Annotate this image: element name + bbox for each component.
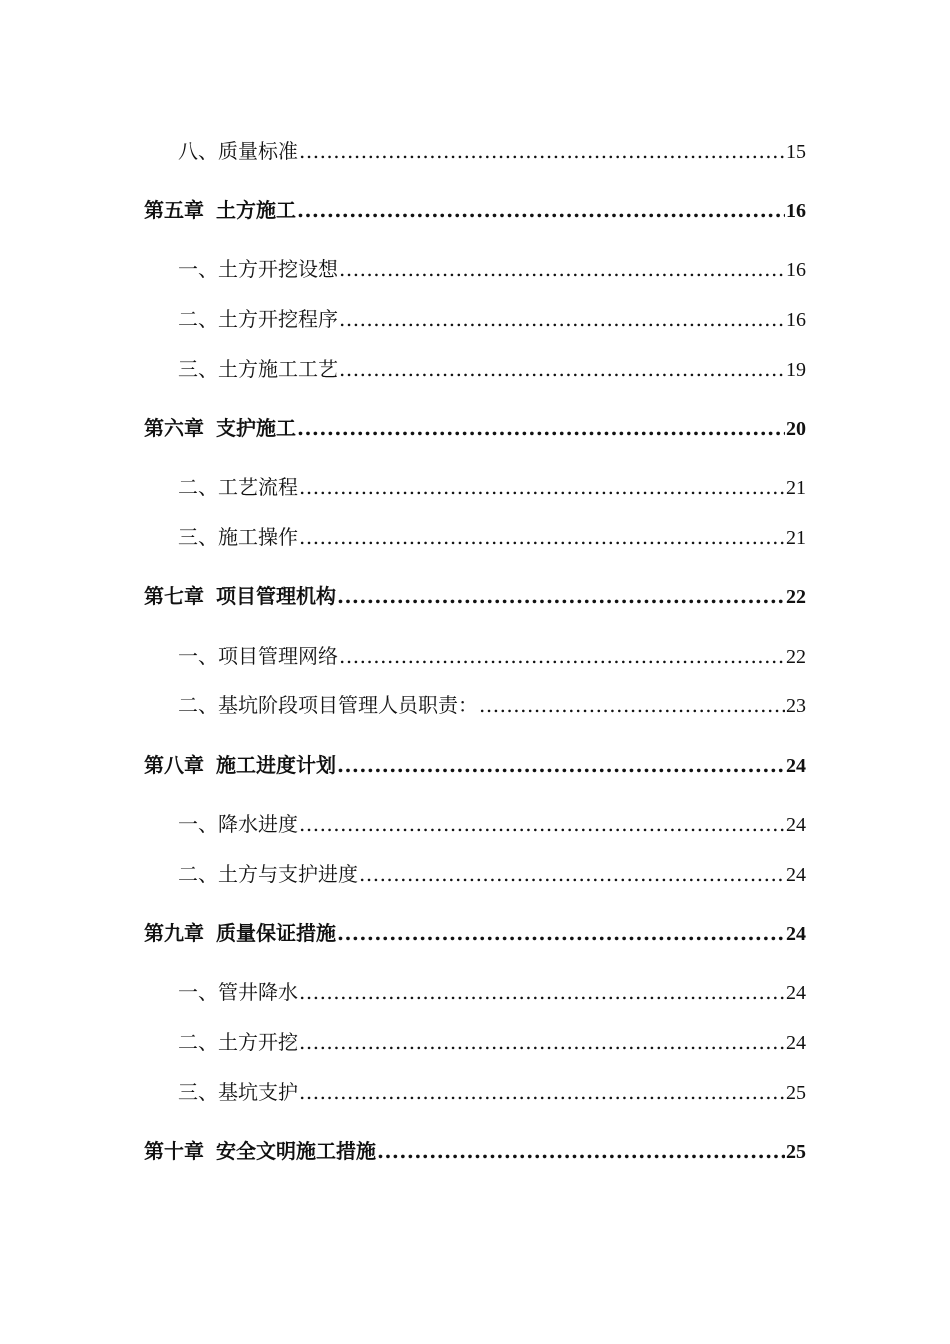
dot-leader (339, 256, 785, 282)
toc-entry-title: 降水进度 (218, 812, 298, 836)
toc-entry-number: 三、 (178, 525, 218, 549)
toc-entry-title: 管井降水 (218, 980, 298, 1004)
toc-chapter-title: 项目管理机构 (216, 584, 336, 608)
toc-entry-number: 二、 (178, 475, 218, 499)
toc-entry-title: 土方开挖 (218, 1030, 298, 1054)
toc-chapter-number: 第五章 (144, 198, 204, 222)
dot-leader (377, 1138, 785, 1164)
toc-entry-page: 21 (786, 477, 806, 499)
dot-leader (299, 474, 785, 500)
toc-chapter[interactable] (144, 197, 806, 224)
toc-entry[interactable] (178, 138, 806, 165)
toc-chapter-number: 第七章 (144, 584, 204, 608)
toc-entry-page: 22 (786, 646, 806, 668)
dot-leader (299, 524, 785, 550)
toc-entry-number: 二、 (178, 1030, 218, 1054)
toc-entry[interactable] (178, 861, 806, 888)
toc-entry-number: 一、 (178, 257, 218, 281)
toc-entry-number: 二、 (178, 862, 218, 886)
toc-entry-page: 24 (786, 814, 806, 836)
toc-chapter-title: 土方施工 (216, 198, 296, 222)
toc-entry-page: 23 (786, 695, 806, 717)
dot-leader (299, 811, 785, 837)
toc-entry-title: 土方与支护进度 (218, 862, 358, 886)
toc-chapter-page: 22 (786, 586, 806, 608)
toc-entry[interactable] (178, 1029, 806, 1056)
toc-entry[interactable] (178, 524, 806, 551)
toc-chapter-title: 施工进度计划 (216, 753, 336, 777)
toc-chapter-page: 20 (786, 418, 806, 440)
toc-chapter-title: 安全文明施工措施 (216, 1139, 376, 1163)
toc-entry-title: 基坑阶段项目管理人员职责： (218, 693, 478, 717)
toc-entry[interactable] (178, 356, 806, 383)
toc-entry[interactable] (178, 256, 806, 283)
toc-chapter-title: 支护施工 (216, 416, 296, 440)
dot-leader (337, 920, 785, 946)
toc-entry-page: 16 (786, 309, 806, 331)
toc-entry[interactable] (178, 643, 806, 670)
toc-entry[interactable] (178, 1079, 806, 1106)
toc-entry-title: 质量标准 (218, 139, 298, 163)
toc-entry-page: 15 (786, 141, 806, 163)
dot-leader (297, 415, 785, 441)
toc-chapter-number: 第九章 (144, 921, 204, 945)
toc-entry[interactable] (178, 306, 806, 333)
dot-leader (479, 692, 785, 718)
toc-chapter-page: 24 (786, 755, 806, 777)
dot-leader (359, 861, 785, 887)
toc-entry-page: 21 (786, 527, 806, 549)
toc-entry[interactable] (178, 692, 806, 719)
dot-leader (297, 197, 785, 223)
toc-entry[interactable] (178, 979, 806, 1006)
dot-leader (339, 306, 785, 332)
toc-entry-number: 八、 (178, 139, 218, 163)
dot-leader (299, 1079, 785, 1105)
toc-chapter-page: 25 (786, 1141, 806, 1163)
toc-chapter-number: 第十章 (144, 1139, 204, 1163)
toc-entry-page: 19 (786, 359, 806, 381)
toc-entry-title: 土方施工工艺 (218, 357, 338, 381)
toc-chapter-number: 第六章 (144, 416, 204, 440)
toc-chapter[interactable] (144, 415, 806, 442)
toc-chapter-page: 16 (786, 200, 806, 222)
dot-leader (337, 583, 785, 609)
toc-entry-page: 24 (786, 864, 806, 886)
toc-chapter-title: 质量保证措施 (216, 921, 336, 945)
toc-entry-title: 施工操作 (218, 525, 298, 549)
toc-chapter-number: 第八章 (144, 753, 204, 777)
toc-entry-page: 16 (786, 259, 806, 281)
toc-entry-title: 土方开挖设想 (218, 257, 338, 281)
toc-entry[interactable] (178, 474, 806, 501)
toc-entry-number: 二、 (178, 693, 218, 717)
toc-chapter[interactable] (144, 1138, 806, 1165)
toc-entry[interactable] (178, 811, 806, 838)
toc-entry-number: 一、 (178, 644, 218, 668)
toc-chapter[interactable] (144, 920, 806, 947)
toc-entry-page: 25 (786, 1082, 806, 1104)
toc-chapter[interactable] (144, 583, 806, 610)
toc-entry-page: 24 (786, 1032, 806, 1054)
dot-leader (337, 752, 785, 778)
toc-entry-title: 项目管理网络 (218, 644, 338, 668)
dot-leader (339, 356, 785, 382)
dot-leader (299, 1029, 785, 1055)
dot-leader (339, 643, 785, 669)
toc-entry-number: 一、 (178, 812, 218, 836)
toc-entry-title: 基坑支护 (218, 1080, 298, 1104)
toc-entry-number: 二、 (178, 307, 218, 331)
toc-entry-number: 三、 (178, 357, 218, 381)
dot-leader (299, 979, 785, 1005)
toc-entry-number: 三、 (178, 1080, 218, 1104)
toc-chapter[interactable] (144, 752, 806, 779)
toc-entry-page: 24 (786, 982, 806, 1004)
toc-entry-title: 工艺流程 (218, 475, 298, 499)
toc-entry-title: 土方开挖程序 (218, 307, 338, 331)
toc-entry-number: 一、 (178, 980, 218, 1004)
dot-leader (299, 138, 785, 164)
toc-chapter-page: 24 (786, 923, 806, 945)
